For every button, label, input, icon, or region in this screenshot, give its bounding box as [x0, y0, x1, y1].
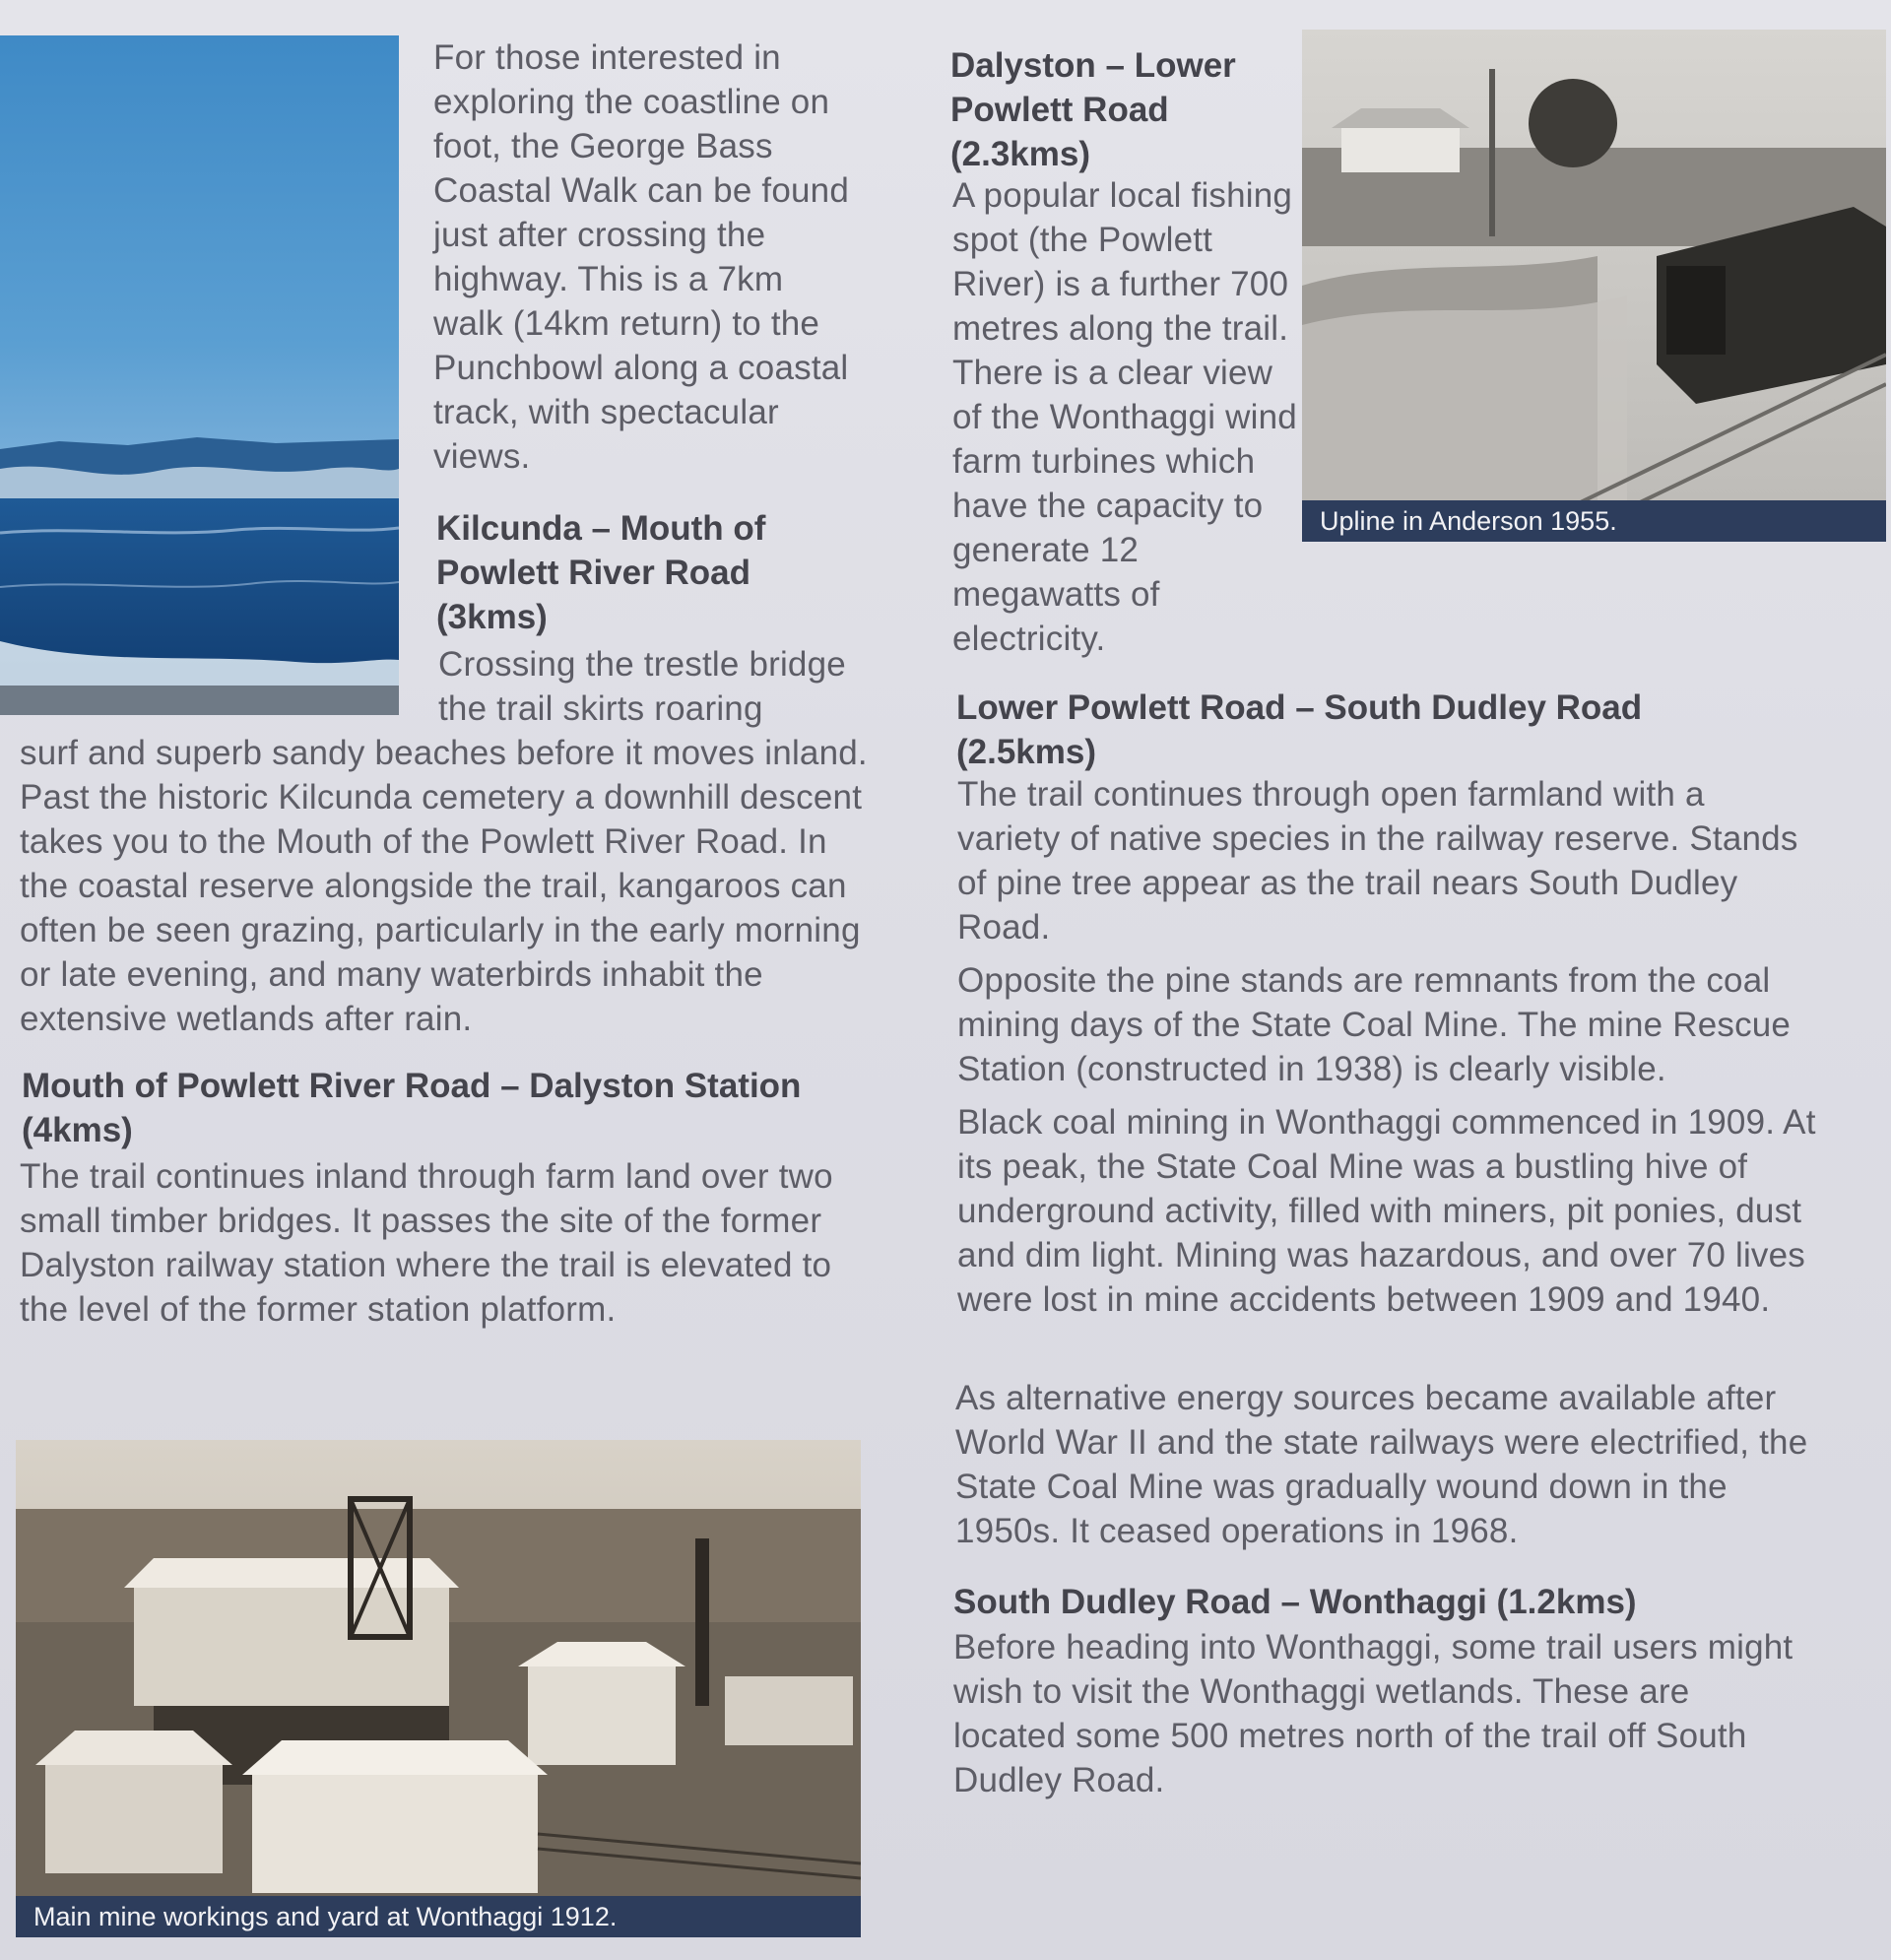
mine-photo-art [16, 1440, 861, 1937]
mine-caption: Main mine workings and yard at Wonthaggi 1912. [16, 1896, 861, 1937]
kilcunda-heading: Kilcunda – Mouth of Powlett River Road (3kms) [436, 509, 766, 636]
mine-photo [16, 1440, 861, 1937]
intro-paragraph: For those interested in exploring the coastline on foot, the George Bass Coastal Walk can be found just after crossing the highway. This is a 7km walk (14km return) to the Punchbowl along a coastal track, with spectacular views. [433, 38, 849, 476]
kilcunda-text-start: Crossing the trestle bridge the trail skirts roaring [438, 645, 846, 728]
train-caption: Upline in Anderson 1955. [1302, 500, 1886, 542]
south-dudley-text: Before heading into Wonthaggi, some trail users might wish to visit the Wonthaggi wetlands. These are located some 500 metres north of the trail off South Dudley Road. [953, 1628, 1793, 1799]
dalyston-text: A popular local fishing spot (the Powlett River) is a further 700 metres along the trail. There is a clear view of the Wonthaggi wind farm turbines which have the capacity to generate 12 megawatts of electricity. [952, 176, 1297, 658]
dalyston-heading: Dalyston – Lower Powlett Road (2.3kms) [950, 46, 1236, 173]
mouth-text: The trail continues inland through farm land over two small timber bridges. It passes the site of the former Dalyston railway station where the trail is elevated to the level of the former station platform. [20, 1157, 833, 1329]
lower-text-4: As alternative energy sources became available after World War II and the state railways were electrified, the State Coal Mine was gradually wound down in the 1950s. It ceased operations in 1968. [955, 1379, 1808, 1550]
lower-text-2: Opposite the pine stands are remnants from the coal mining days of the State Coal Mine. The mine Rescue Station (constructed in 1938) is clearly visible. [957, 961, 1792, 1088]
train-photo-art [1302, 30, 1886, 542]
kilcunda-text-continued: surf and superb sandy beaches before it moves inland. Past the historic Kilcunda cemetery a downhill descent takes you to the Mouth of the Powlett River Road. In the coastal reserve alongside the trail, kangaroos can often be seen grazing, particularly in the early morning or late evening, and many waterbirds inhabit the extensive wetlands after rain. [20, 734, 868, 1038]
south-dudley-heading: South Dudley Road – Wonthaggi (1.2kms) [953, 1583, 1637, 1621]
train-photo [1302, 30, 1886, 542]
coastal-photo-art [0, 35, 399, 715]
lower-powlett-heading: Lower Powlett Road – South Dudley Road (2.5kms) [956, 688, 1643, 771]
lower-text-1: The trail continues through open farmland with a variety of native species in the railway reserve. Stands of pine tree appear as the trail nears South Dudley Road. [957, 775, 1798, 947]
mouth-heading: Mouth of Powlett River Road – Dalyston Station (4kms) [22, 1067, 802, 1149]
coastal-photo [0, 35, 399, 715]
lower-text-3: Black coal mining in Wonthaggi commenced in 1909. At its peak, the State Coal Mine was a bustling hive of underground activity, filled with miners, pit ponies, dust and dim light. Mining was hazardous, and over 70 lives were lost in mine accidents between 1909 and 1940. [957, 1103, 1816, 1319]
